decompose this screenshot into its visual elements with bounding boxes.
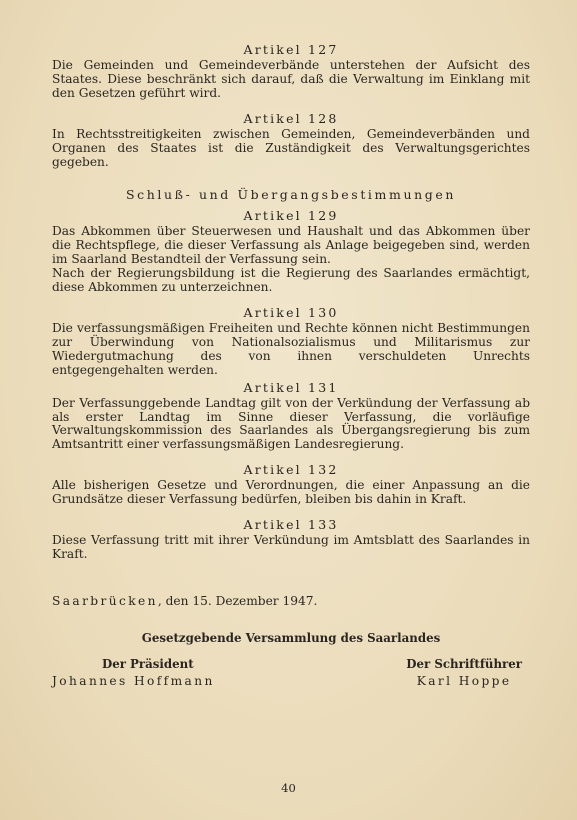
date: , den 15. Dezember 1947.: [157, 593, 318, 608]
signatory-role: Der Schriftführer: [406, 656, 522, 671]
article-133: [52, 517, 530, 562]
article-128: [52, 111, 530, 170]
article-title: Artikel 130: [243, 304, 339, 320]
place-and-date: [52, 594, 530, 609]
article-title: Artikel 133: [243, 517, 339, 533]
article-title: Artikel 128: [243, 110, 339, 126]
article-text: Alle bisherigen Gesetze und Verordnungen, die einer Anpassung an die Grundsätze dieser Verfassung bedürfen, bleiben bis dahin in Kraft.: [52, 478, 530, 507]
section-heading: Schluß- und Übergangsbestimmungen: [125, 187, 456, 203]
page-number: 40: [281, 781, 296, 795]
article-text: Diese Verfassung tritt mit ihrer Verkündung im Amtsblatt des Saarlandes in Kraft.: [52, 533, 530, 561]
article-title: Artikel 127: [243, 42, 339, 57]
place: Saarbrücken: [52, 593, 158, 608]
article-text: Die verfassungsmäßigen Freiheiten und Rechte können nicht Bestimmungen zur Überwindung von Nationalsozialismus und Militarismus zur Wiedergutmachung des von ihnen verschuldeten Unrechts entgegengehalten werden.: [52, 320, 530, 377]
signatory-secretary: [406, 657, 522, 689]
article-129: [52, 208, 530, 295]
article-text: Der Verfassunggebende Landtag gilt von der Verkündung der Verfassung ab als erster Landtag im Sinne dieser Verfassung, die vorläufige Verwaltungskommission des Saarlandes als Übergangsregierung bis zum Amtsantritt einer verfassungsmäßigen Landesregierung.: [52, 395, 530, 452]
article-title: Artikel 131: [243, 379, 339, 395]
article-131: [52, 380, 530, 453]
signatory-name: Johannes Hoffmann: [52, 673, 215, 688]
article-title: Artikel 129: [243, 208, 339, 224]
article-text: Die Gemeinden und Gemeindeverbände unterstehen der Aufsicht des Staates. Diese beschränkt sich darauf, daß die Verwaltung im Einklang mit den Gesetzen geführt wird.: [52, 58, 530, 100]
article-title: Artikel 132: [243, 462, 339, 478]
signature-block: [52, 657, 530, 697]
signatory-role: Der Präsident: [102, 656, 194, 671]
signatory-name: Karl Hoppe: [416, 673, 512, 688]
article-127: [52, 42, 530, 101]
article-text: In Rechtsstreitigkeiten zwischen Gemeinden, Gemeindeverbänden und Organen des Staates ist die Zuständigkeit des Verwaltungsgerichtes gegeben.: [52, 126, 530, 169]
article-132: [52, 462, 530, 507]
assembly-name: Gesetzgebende Versammlung des Saarlandes: [141, 630, 441, 645]
article-130: [52, 305, 530, 378]
page-content: [52, 42, 530, 697]
signatory-president: [52, 657, 215, 689]
article-text: Das Abkommen über Steuerwesen und Haushalt und das Abkommen über die Rechtspflege, die dieser Verfassung als Anlage beigegeben sind, werden im Saarland Bestandteil der Verfassung sein.: [52, 224, 530, 267]
article-text-continued: Nach der Regierungsbildung ist die Regierung des Saarlandes ermächtigt, diese Abkommen zu unterzeichnen.: [52, 266, 530, 295]
